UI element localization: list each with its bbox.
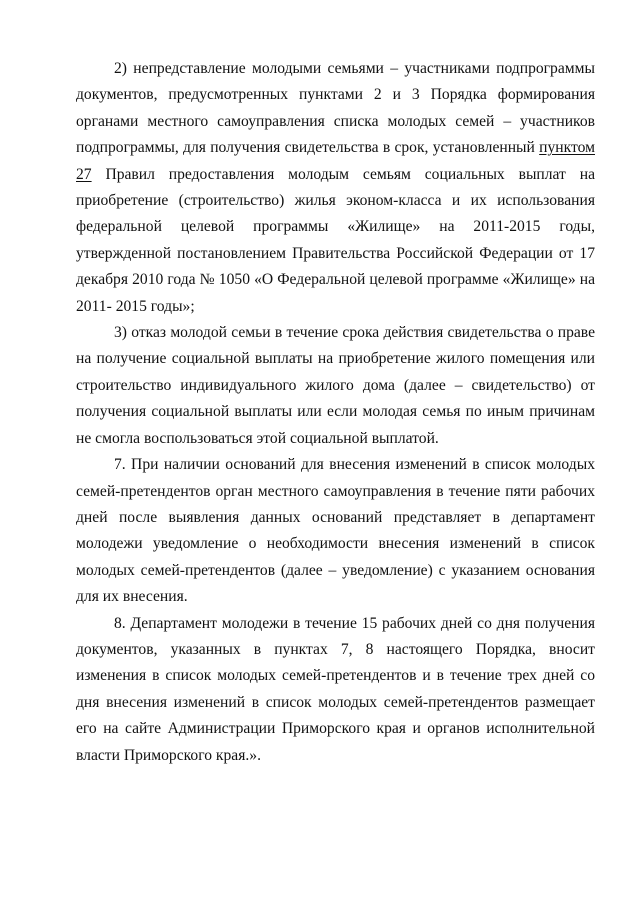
paragraph-3-refusal: 3) отказ молодой семьи в течение срока действия свидетельства о праве на получение социальной выплаты на приобретение жилого помещения или строительство индивидуального жилого дома (далее – свидетельство) от получения социальной выплаты или если молодая семья по иным причинам не смогла воспользоваться этой социальной выплатой.: [76, 324, 595, 447]
paragraph-text: Правил предоставления молодым семьям социальных выплат на приобретение (строительство) жилья эконом-класса и их использования федеральной целевой программы «Жилище» на 2011-2015 годы, утвержденной постановлением Правительства Российской Федерации от 17 декабря 2010 года № 1050 «О Федеральной целевой программе «Жилище» на 2011- 2015 годы»;: [76, 165, 595, 315]
paragraph-2-nonsubmission: [76, 56, 595, 320]
document-page: [76, 56, 595, 769]
paragraph-8-department: 8. Департамент молодежи в течение 15 рабочих дней со дня получения документов, указанных в пунктах 7, 8 настоящего Порядка, вносит изменения в список молодых семей-претендентов и в течение трех дней со дня внесения изменений в список молодых семей-претендентов размещает его на сайте Администрации Приморского края и органов исполнительной власти Приморского края.».: [76, 614, 595, 764]
paragraph-text: 2) непредставление молодыми семьями – участниками подпрограммы документов, предусмотренных пунктами 2 и 3 Порядка формирования органами местного самоуправления списка молодых семей – участников подпрограммы, для получения свидетельства в срок, установленный: [76, 60, 595, 157]
clause-27-link[interactable]: пунктом 27: [76, 139, 595, 183]
paragraph-7-changes: 7. При наличии оснований для внесения изменений в список молодых семей-претендентов орган местного самоуправления в течение пяти рабочих дней после выявления данных оснований представляет в департамент молодежи уведомление о необходимости внесения изменений в список молодых семей-претендентов (далее – уведомление) с указанием основания для их внесения.: [76, 456, 595, 606]
